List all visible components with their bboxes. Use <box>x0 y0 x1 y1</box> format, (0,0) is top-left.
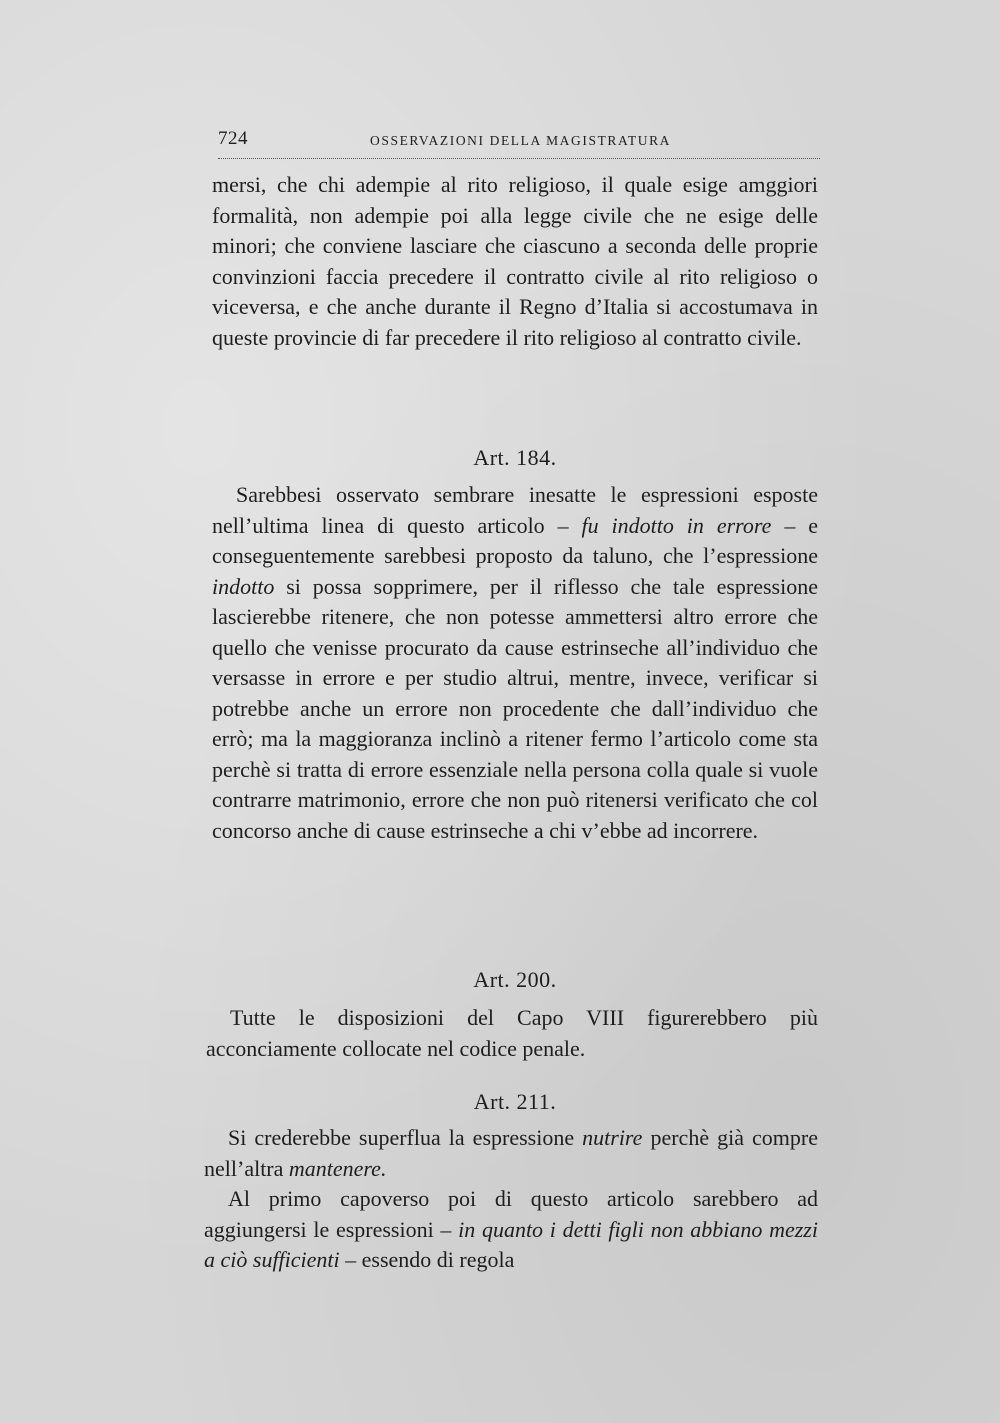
article-body-200 <box>206 1003 818 1064</box>
article-body-211 <box>204 1123 818 1276</box>
page-header <box>218 128 820 159</box>
article-body-184 <box>212 480 818 846</box>
article-200-paragraph: Tutte le disposizioni del Capo VIII figurerebbero più acconciamente collocate nel codice penale. <box>206 1005 818 1061</box>
continuation-paragraph <box>212 170 818 353</box>
article-211-paragraph-2 <box>204 1184 818 1276</box>
running-title: OSSERVAZIONI DELLA MAGISTRATURA <box>370 133 672 148</box>
art184-text-3: si possa sopprimere, per il riflesso che tale espressione lascierebbe ritenere, che non potesse ammettersi altro errore che quello che venisse procurato da cause estrinseche all’individuo che versasse in errore e per studio altrui, mentre, invece, verificar si potrebbe anche un errore non procedente che dall’individuo che errò; ma la maggioranza inclinò a ritener fermo l’articolo come sta perchè si tratta di errore essenziale nella persona colla quale si vuole contrarre matrimonio, errore che non può ritenersi verificato che col concorso anche di cause estrinseche a chi v’ebbe ad incorrere. <box>212 573 818 843</box>
page-number: 724 <box>218 128 248 149</box>
art211-p1-italic-1: nutrire <box>582 1125 643 1150</box>
continuation-text: mersi, che chi adempie al rito religioso, il quale esige amggiori formalità, non adempie poi alla legge civile che ne esige delle minori; che conviene lasciare che ciascuno a seconda delle proprie convinzioni faccia precedere il contratto civile al rito religioso o viceversa, e che anche durante il Regno d’Italia si accostumava in queste provincie di far precedere il rito religioso al contratto civile. <box>212 172 818 350</box>
art184-italic-2: indotto <box>212 573 275 599</box>
article-heading-184: Art. 184. <box>473 445 557 470</box>
article-heading-211: Art. 211. <box>473 1089 557 1114</box>
art184-text-2: – e conseguentemente sarebbesi proposto da taluno, che l’espressione <box>212 512 818 568</box>
art184-text-1: Sarebbesi osservato sembrare inesatte le espressioni esposte nell’ultima linea di questo articolo – <box>212 482 818 538</box>
article-211-paragraph-1 <box>204 1123 818 1184</box>
article-184-paragraph <box>212 480 818 846</box>
art211-p2-text-2: – essendo di regola <box>339 1247 515 1272</box>
art184-italic-1: fu indotto in errore <box>581 512 772 538</box>
art211-p1-text-1: Si crederebbe superflua la espressione <box>228 1125 583 1150</box>
article-heading-200: Art. 200. <box>473 967 557 992</box>
art211-p1-italic-2: mantenere. <box>288 1155 387 1181</box>
art211-p1-text-2: perchè già compre nell’altra <box>204 1125 818 1181</box>
art211-p2-italic-1: in quanto i detti figli non abbiano mezzi a ciò sufficienti <box>204 1216 818 1272</box>
art211-p2-text-1: Al primo capoverso poi di questo articolo sarebbero ad aggiungersi le espressioni – <box>204 1186 818 1242</box>
